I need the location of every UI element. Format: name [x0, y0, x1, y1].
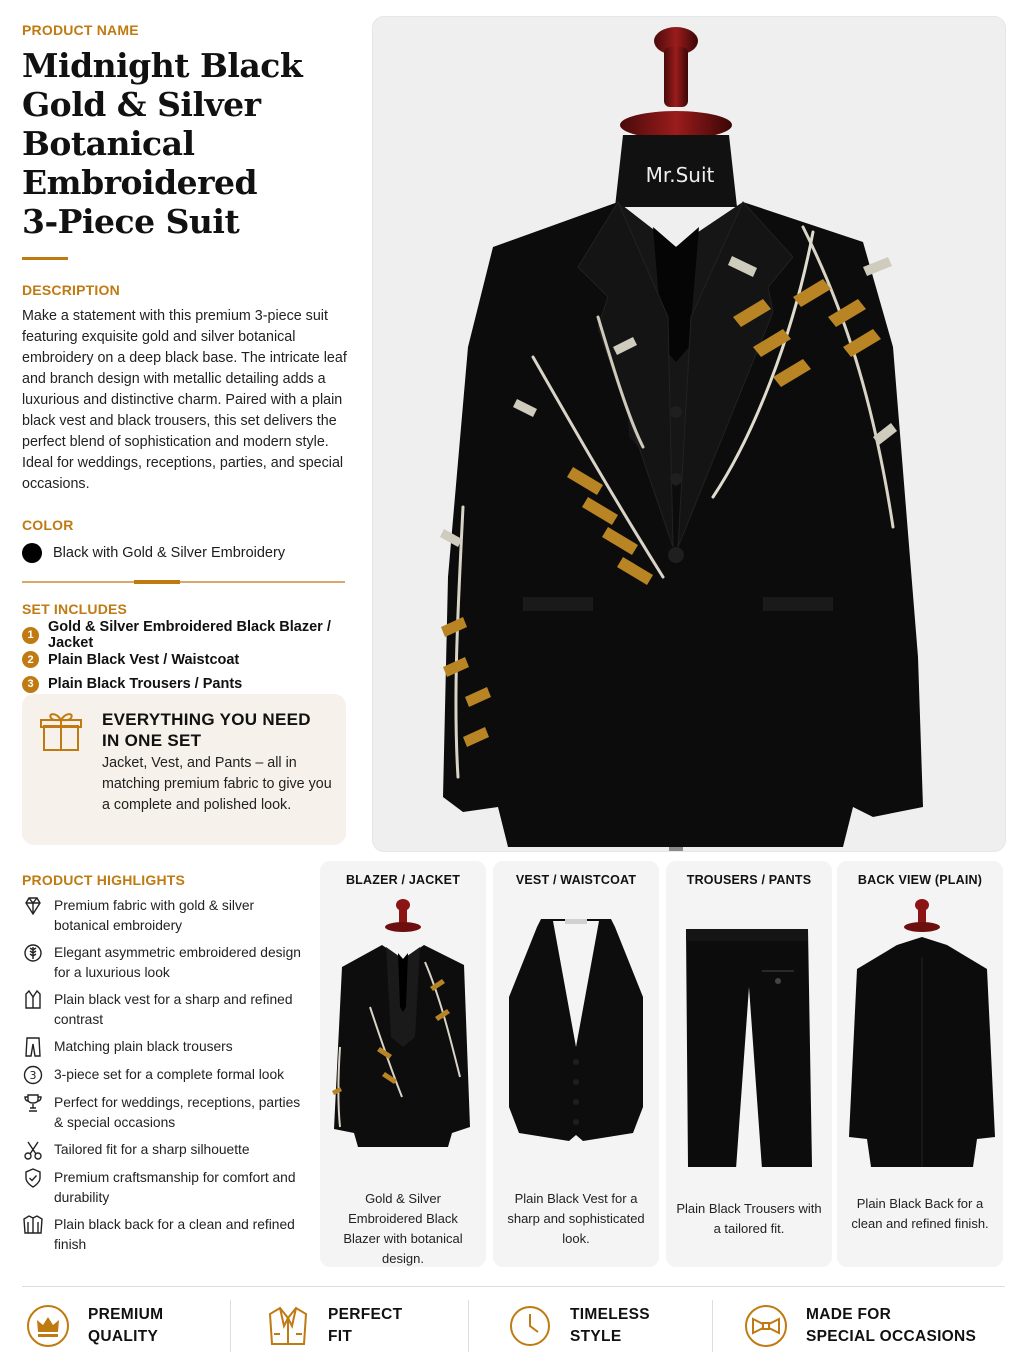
- vest-icon: [22, 989, 44, 1011]
- badge-special-occasions: [744, 1300, 976, 1352]
- title-line: Gold & Silver: [22, 85, 261, 124]
- highlight-item: [22, 943, 307, 983]
- set-item-text: Plain Black Vest / Waistcoat: [48, 651, 240, 668]
- badge-line: MADE FOR: [806, 1306, 892, 1323]
- highlight-text: Premium fabric with gold & silver botanical embroidery: [54, 898, 255, 933]
- highlight-item: [22, 1065, 307, 1086]
- footer-separator: [230, 1300, 231, 1352]
- number-badge: 1: [22, 627, 39, 644]
- card-title: BLAZER / JACKET: [345, 873, 461, 887]
- badge-line: SPECIAL OCCASIONS: [806, 1328, 977, 1345]
- color-option[interactable]: [22, 543, 352, 563]
- badge-premium-quality: [26, 1300, 163, 1352]
- card-description: Plain Black Vest for a sharp and sophisticated look.: [507, 1191, 645, 1246]
- badge-line: PREMIUM: [88, 1306, 164, 1323]
- highlight-item: [22, 1215, 307, 1255]
- highlights-list: [22, 896, 307, 1255]
- back-view-card[interactable]: [837, 861, 1003, 1267]
- color-swatch: [22, 543, 42, 563]
- everything-in-one-set-card: [22, 694, 346, 845]
- highlight-item: [22, 896, 307, 936]
- title-line: Midnight Black: [22, 46, 303, 85]
- trophy-icon: [22, 1092, 44, 1114]
- blazer-card[interactable]: [320, 861, 486, 1267]
- trousers-card[interactable]: [666, 861, 832, 1267]
- everything-card-text: Jacket, Vest, and Pants – all in matching premium fabric to give you a complete and polished look.: [102, 755, 332, 813]
- jacket-back-icon: [22, 1214, 44, 1236]
- set-includes-label: SET INCLUDES: [22, 601, 128, 617]
- description-label: DESCRIPTION: [22, 282, 120, 298]
- product-highlights: [22, 872, 307, 1255]
- set-item: [22, 672, 352, 697]
- highlight-text: Elegant asymmetric embroidered design for a luxurious look: [54, 945, 301, 980]
- clock-icon: [508, 1304, 552, 1348]
- vest-thumbnail: [493, 897, 659, 1167]
- back-view-thumbnail: [837, 897, 1003, 1167]
- badge-line: STYLE: [570, 1328, 622, 1345]
- color-label: COLOR: [22, 517, 74, 533]
- blazer-icon: [266, 1304, 310, 1348]
- description-text: Make a statement with this premium 3-piece suit featuring exquisite gold and silver botanical embroidery on a deep black base. The intricate leaf and branch design with metallic detailing adds a luxurious and distinctive charm. Paired with a plain black vest and black trousers, this set delivers the perfect blend of sophistication and modern style. Ideal for weddings, receptions, parties, and special occasions.: [22, 308, 347, 492]
- scissors-icon: [22, 1139, 44, 1161]
- highlight-item: [22, 1140, 307, 1161]
- mannequin-label: Mr.Suit: [645, 163, 715, 187]
- number-badge: 2: [22, 651, 39, 668]
- number-three-icon: [22, 1064, 44, 1086]
- highlight-item: [22, 1168, 307, 1208]
- diamond-icon: [22, 895, 44, 917]
- highlight-text: Perfect for weddings, receptions, parties & special occasions: [54, 1095, 301, 1130]
- card-title: BACK VIEW (PLAIN): [857, 873, 983, 887]
- card-description: Plain Black Back for a clean and refined finish.: [851, 1196, 989, 1231]
- product-name-label: PRODUCT NAME: [22, 22, 139, 38]
- badge-perfect-fit: [266, 1300, 402, 1352]
- product-title: [22, 46, 352, 241]
- vest-card[interactable]: [493, 861, 659, 1267]
- highlight-text: Plain black back for a clean and refined finish: [54, 1217, 295, 1252]
- highlight-text: Matching plain black trousers: [54, 1039, 233, 1054]
- highlight-text: 3-piece set for a complete formal look: [54, 1067, 285, 1082]
- svg-text:3: 3: [29, 1069, 37, 1082]
- badge-timeless-style: [508, 1300, 650, 1352]
- badge-line: FIT: [328, 1328, 353, 1345]
- highlights-label: PRODUCT HIGHLIGHTS: [22, 872, 186, 888]
- number-badge: 3: [22, 676, 39, 693]
- footer-separator: [712, 1300, 713, 1352]
- footer-separator: [468, 1300, 469, 1352]
- everything-card-title: EVERYTHING YOU NEED IN ONE SET: [102, 710, 311, 750]
- title-line: Botanical Embroidered: [22, 124, 258, 202]
- card-description: Gold & Silver Embroidered Black Blazer with botanical design.: [343, 1191, 463, 1266]
- title-divider: [22, 257, 68, 260]
- card-title: TROUSERS / PANTS: [686, 873, 812, 887]
- blazer-thumbnail: [320, 897, 486, 1167]
- product-info-column: [22, 18, 352, 721]
- highlight-item: [22, 1037, 307, 1058]
- badge-line: QUALITY: [88, 1328, 159, 1345]
- set-item: [22, 619, 352, 652]
- trousers-thumbnail: [666, 897, 832, 1167]
- title-line: 3-Piece Suit: [22, 202, 240, 241]
- card-title: VEST / WAISTCOAT: [515, 873, 637, 887]
- highlight-text: Plain black vest for a sharp and refined contrast: [54, 992, 293, 1027]
- section-divider: [22, 581, 345, 583]
- gift-icon: [38, 708, 84, 754]
- bow-tie-icon: [744, 1304, 788, 1348]
- shield-check-icon: [22, 1167, 44, 1189]
- card-description: Plain Black Trousers with a tailored fit.: [676, 1201, 822, 1236]
- footer-divider: [22, 1286, 1005, 1287]
- set-item-text: Gold & Silver Embroidered Black Blazer / Jacket: [48, 619, 331, 652]
- color-value: Black with Gold & Silver Embroidery: [53, 545, 286, 561]
- badge-line: TIMELESS: [570, 1306, 650, 1323]
- crown-icon: [26, 1304, 70, 1348]
- set-item-text: Plain Black Trousers / Pants: [48, 676, 243, 693]
- badge-line: PERFECT: [328, 1306, 403, 1323]
- trousers-icon: [22, 1036, 44, 1058]
- suit-on-mannequin-illustration: [373, 17, 1006, 852]
- leaf-badge-icon: [22, 942, 44, 964]
- highlight-item: [22, 990, 307, 1030]
- highlight-text: Premium craftsmanship for comfort and durability: [54, 1170, 296, 1205]
- highlight-text: Tailored fit for a sharp silhouette: [54, 1142, 250, 1157]
- hero-product-image[interactable]: [372, 16, 1006, 852]
- highlight-item: [22, 1093, 307, 1133]
